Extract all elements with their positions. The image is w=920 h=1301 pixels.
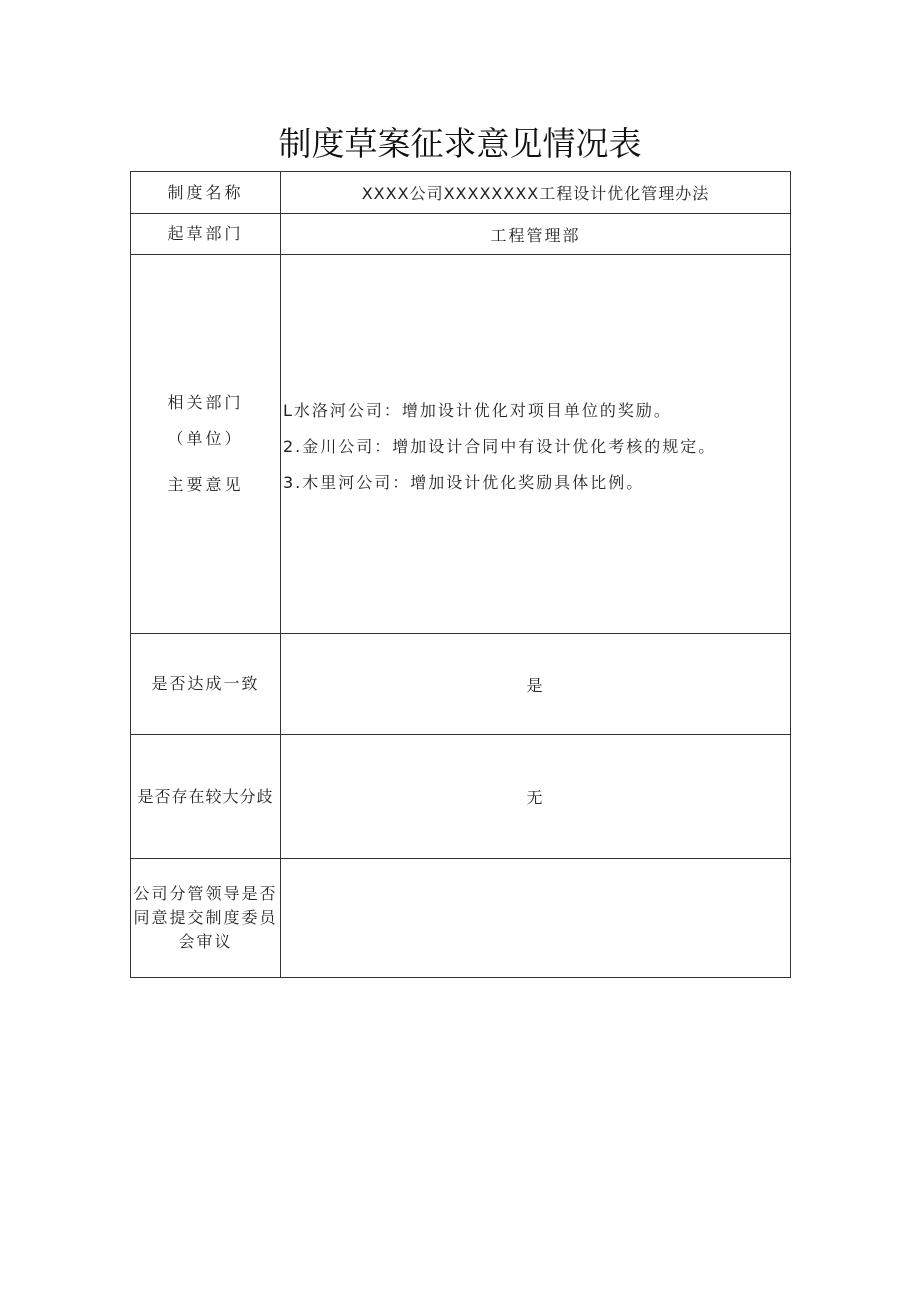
row-regulation-name	[131, 172, 791, 214]
page-title: 制度草案征求意见情况表	[278, 124, 642, 163]
consensus-value: 是	[281, 634, 791, 735]
opinion-form-table	[130, 171, 791, 978]
regulation-name-value: XXXX公司XXXXXXXX工程设计优化管理办法	[281, 172, 791, 214]
row-consensus	[131, 634, 791, 735]
consensus-label: 是否达成一致	[131, 634, 281, 735]
divergence-value: 无	[281, 735, 791, 859]
regulation-name-label: 制度名称	[131, 172, 281, 214]
opinions-label-line1: 相关部门	[167, 393, 244, 412]
leader-approval-label-cell	[131, 859, 281, 978]
opinions-value-cell	[281, 255, 791, 634]
row-divergence	[131, 735, 791, 859]
row-leader-approval	[131, 859, 791, 978]
opinion-item: L水洛河公司：增加设计优化对项目单位的奖励。	[283, 401, 672, 420]
row-drafting-dept	[131, 214, 791, 255]
opinion-item: 3.木里河公司：增加设计优化奖励具体比例。	[283, 473, 645, 492]
opinions-label-line3: 主要意见	[167, 475, 244, 494]
opinions-list	[281, 401, 790, 493]
drafting-dept-value: 工程管理部	[281, 214, 791, 255]
opinions-label-line2: （单位）	[167, 429, 244, 448]
opinion-item: 2.金川公司：增加设计合同中有设计优化考核的规定。	[283, 437, 717, 456]
leader-approval-value	[281, 859, 791, 978]
row-opinions	[131, 255, 791, 634]
drafting-dept-label: 起草部门	[131, 214, 281, 255]
opinions-label-cell	[131, 255, 281, 634]
divergence-label: 是否存在较大分歧	[131, 735, 281, 859]
leader-approval-label: 公司分管领导是否同意提交制度委员会审议	[133, 884, 278, 951]
opinions-label-stack	[131, 385, 280, 503]
